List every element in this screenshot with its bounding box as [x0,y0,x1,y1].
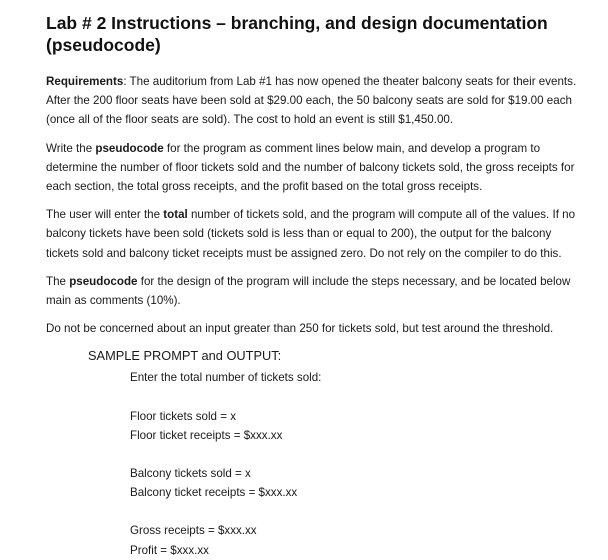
para4-pre: The [46,274,70,288]
page-title: Lab # 2 Instructions – branching, and design documentation (pseudocode) [46,13,548,55]
para2-bold: pseudocode [95,141,164,155]
sample-floor-sold: Floor tickets sold = x [130,409,236,423]
sample-balcony-receipts: Balcony ticket receipts = $xxx.xx [130,486,298,500]
threshold-paragraph: Do not be concerned about an input greater than 250 for tickets sold, but test around the threshold. [46,322,554,336]
requirements-text: : The auditorium from Lab #1 has now opened the theater balcony seats for their events. After the 200 floor seats have been sold at $29.00 each, the 50 balcony seats are sold for $19.00 each (once all of the floor seats are sold). The cost to hold an event is still $1,450.00. [46,75,577,127]
para4-post: for the design of the program will include the steps necessary, and be located below main as comments (10%). [46,274,571,308]
requirements-label: Requirements [46,75,124,88]
para3-bold: total [163,208,188,222]
para2-pre: Write the [46,141,96,155]
para4-bold: pseudocode [69,274,138,288]
sample-title: SAMPLE PROMPT and OUTPUT: [88,348,282,364]
pseudocode-paragraph [46,139,586,197]
requirements-paragraph [46,72,586,130]
para3-pre: The user will enter the [46,208,164,222]
sample-floor-receipts: Floor ticket receipts = $xxx.xx [130,428,283,442]
sample-gross: Gross receipts = $xxx.xx [130,524,257,538]
sample-output [130,368,586,559]
sample-balcony-sold: Balcony tickets sold = x [130,467,251,480]
sample-prompt: Enter the total number of tickets sold: [130,371,322,385]
para2-post: for the program as comment lines below main, and develop a program to determine the number of floor tickets sold and the number of balcony tickets sold, the gross receipts for each section, the total gross receipts, and the profit based on the total gross receipts. [46,141,575,194]
input-paragraph [46,205,586,263]
design-paragraph [46,272,586,310]
sample-profit: Profit = $xxx.xx [130,543,209,557]
para3-post: number of tickets sold, and the program will compute all of the values. If no balcony tickets have been sold (tickets sold is less than or equal to 200), the output for the balcony tickets sold and balcony ticket receipts must be assigned zero. Do not rely on the compiler to do this. [46,208,576,260]
